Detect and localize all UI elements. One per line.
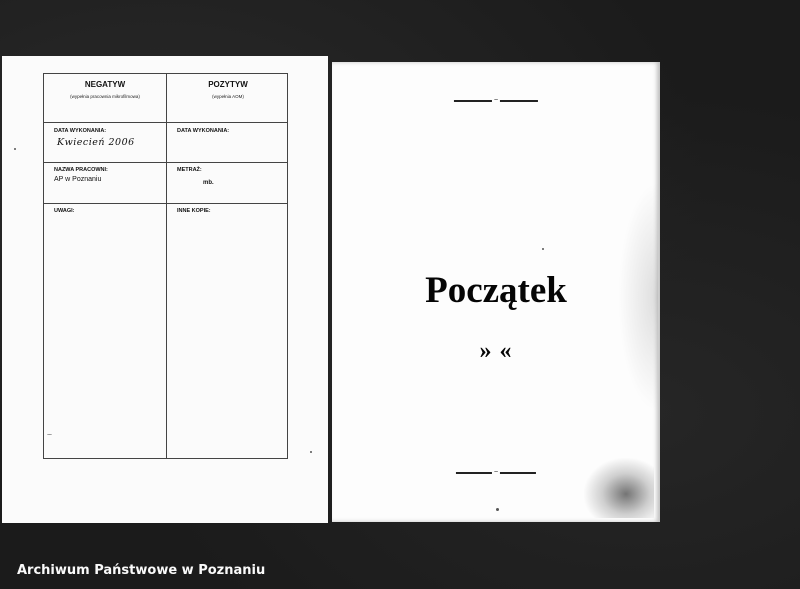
- pozytyw-header-cell: [167, 74, 289, 122]
- nazwa-pracowni-label: NAZWA PRACOWNI:: [54, 167, 108, 173]
- nazwa-pracowni-cell: [44, 162, 166, 203]
- uwagi-cell: [44, 203, 166, 458]
- data-wykonania-left-label: DATA WYKONANIA:: [54, 128, 107, 134]
- scan-speck: [14, 148, 16, 150]
- negatyw-note: (wypełnia pracownia mikrofilmowa): [70, 94, 140, 99]
- data-wykonania-handwritten-value: Kwiecień 2006: [57, 137, 135, 148]
- top-ornament: ~: [454, 98, 538, 104]
- microfilm-form-sheet: [2, 56, 328, 523]
- uwagi-label: UWAGI:: [54, 208, 75, 214]
- paper-stain: [584, 458, 654, 518]
- data-wykonania-right-cell: [167, 122, 289, 162]
- cover-sheet: [332, 62, 660, 522]
- bottom-ornament: ~: [456, 470, 536, 476]
- scan-speck: [496, 508, 499, 511]
- negatyw-title: NEGATYW: [84, 80, 126, 89]
- metraz-label: METRAŻ:: [177, 167, 202, 173]
- scan-speck: [310, 451, 312, 453]
- cover-title: Początek: [425, 270, 567, 311]
- scan-speck: [542, 248, 544, 250]
- nazwa-pracowni-value: AP w Poznaniu: [54, 176, 102, 183]
- inne-kopie-cell: [167, 203, 289, 458]
- pozytyw-note: (wypełnia AOM): [212, 94, 244, 99]
- metraz-cell: [167, 162, 289, 203]
- metraz-value: mb.: [203, 180, 214, 186]
- data-wykonania-right-label: DATA WYKONANIA:: [177, 128, 230, 134]
- negatyw-header-cell: [44, 74, 166, 122]
- scan-mark: [47, 434, 52, 435]
- cover-symbol: » «: [479, 338, 513, 364]
- pozytyw-title: POZYTYW: [208, 80, 248, 89]
- inne-kopie-label: INNE KOPIE:: [177, 208, 211, 214]
- archive-caption: Archiwum Państwowe w Poznaniu: [17, 563, 266, 578]
- data-wykonania-left-cell: [44, 122, 166, 162]
- microfilm-form-table: [43, 73, 288, 459]
